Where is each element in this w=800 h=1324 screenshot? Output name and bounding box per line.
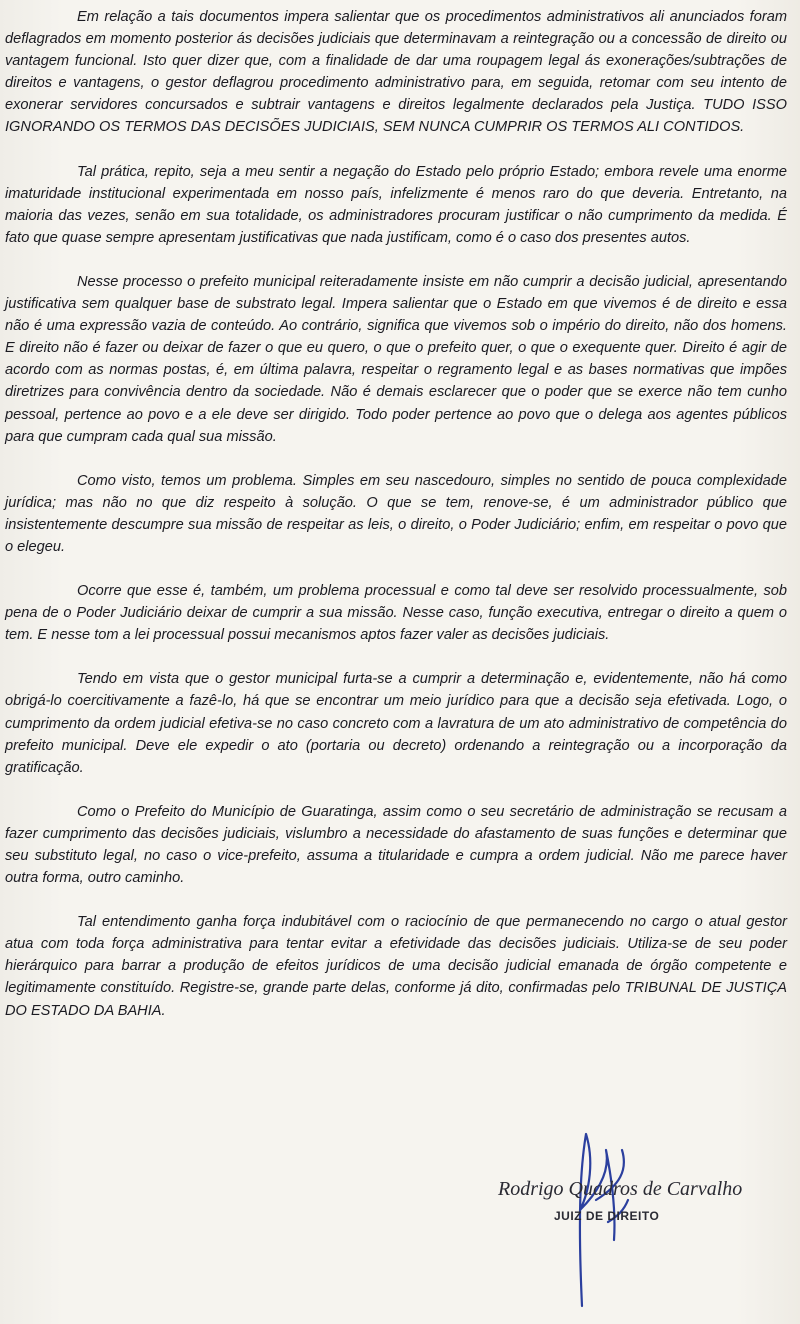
signature-block [470,1130,790,1310]
document-body [5,6,787,1044]
paragraph: Tal entendimento ganha força indubitável com o raciocínio de que permanecendo no cargo o atual gestor atua com toda força administrativa para tentar evitar a efetividade das decisões judiciais. Utiliza-se de seu poder hierárquico para barrar a produção de efeitos jurídicos de uma decisão judicial emanada de órgão competente e legitimamente constituído. Registre-se, grande parte delas, conforme já dito, confirmadas pelo TRIBUNAL DE JUSTIÇA DO ESTADO DA BAHIA. [5,914,787,1019]
paragraph: Como o Prefeito do Município de Guaratinga, assim como o seu secretário de administração se recusam a fazer cumprimento das decisões judiciais, vislumbro a necessidade do afastamento de suas funções e determinar que seu substituto legal, no caso o vice-prefeito, assuma a titularidade e cumpra a ordem judicial. Não me parece haver outra forma, outro caminho. [5,803,787,887]
paragraph: Em relação a tais documentos impera salientar que os procedimentos administrativos ali anunciados foram deflagrados em momento posterior ás decisões judiciais que determinavam a reintegração ou a concessão de direito ou vantagem funcional. Isto quer dizer que, com a finalidade de dar uma roupagem legal ás exonerações/subtrações de direitos e vantagens, o gestor deflagrou procedimento administrativo para, em seguida, retomar com seu intento de exonerar servidores concursados e subtrair vantagens e direitos legalmente declarados pela Justiça. TUDO ISSO IGNORANDO OS TERMOS DAS DECISÕES JUDICIAIS, SEM NUNCA CUMPRIR OS TERMOS ALI CONTIDOS. [5,9,787,136]
paragraph: Tal prática, repito, seja a meu sentir a negação do Estado pelo próprio Estado; embora revele uma enorme imaturidade institucional experimentada em nosso país, infelizmente é menos raro do que deveria. Entretanto, na maioria das vezes, senão em sua totalidade, os administradores procuram justificar o não cumprimento da medida. É fato que quase sempre apresentam justificativas que nada justificam, como é o caso dos presentes autos. [5,163,787,246]
signature-name: Rodrigo Quadros de Carvalho [498,1178,743,1200]
paragraph: Como visto, temos um problema. Simples em seu nascedouro, simples no sentido de pouca complexidade jurídica; mas não no que diz respeito à solução. O que se tem, renove-se, é um administrador público que insistentemente descumpre sua missão de respeitar as leis, o direito, o Poder Judiciário; enfim, em respeitar o povo que o elegeu. [5,472,787,555]
paragraph: Tendo em vista que o gestor municipal furta-se a cumprir a determinação e, evidentemente, não há como obrigá-lo coercitivamente a fazê-lo, há que se encontrar um meio jurídico para que a decisão seja efetivada. Logo, o cumprimento da ordem judicial efetiva-se no caso concreto com a lavratura de um ato administrativo de competência do prefeito municipal. Deve ele expedir o ato (portaria ou decreto) ordenando a reintegração ou a incorporação da gratificação. [5,671,787,776]
signature-title: JUIZ DE DIREITO [554,1209,660,1223]
paragraph: Nesse processo o prefeito municipal reiteradamente insiste em não cumprir a decisão judicial, apresentando justificativa sem qualquer base de substrato legal. Impera salientar que o Estado em que vivemos é de direito e essa não é uma expressão vazia de conteúdo. Ao contrário, significa que vivemos sob o império do direito, não dos homens. E direito não é fazer ou deixar de fazer o que eu quero, o que o prefeito quer, o que o exequente quer. Direito é agir de acordo com as normas postas, é, em última palavra, respeitar o regramento legal e as bases normativas que impões diretrizes para convivência dentro da sociedade. Não é demais esclarecer que o poder que se exerce não tem cunho pessoal, pertence ao povo e a ele deve ser dirigido. Todo poder pertence ao povo que o delega aos agentes públicos para que cumpram cada qual sua missão. [5,273,787,445]
paragraph: Ocorre que esse é, também, um problema processual e como tal deve ser resolvido processualmente, sob pena de o Poder Judiciário deixar de cumprir a sua missão. Nesse caso, função executiva, entregar o direito a quem o tem. E nesse tom a lei processual possui mecanismos aptos fazer valer as decisões judiciais. [5,583,787,644]
